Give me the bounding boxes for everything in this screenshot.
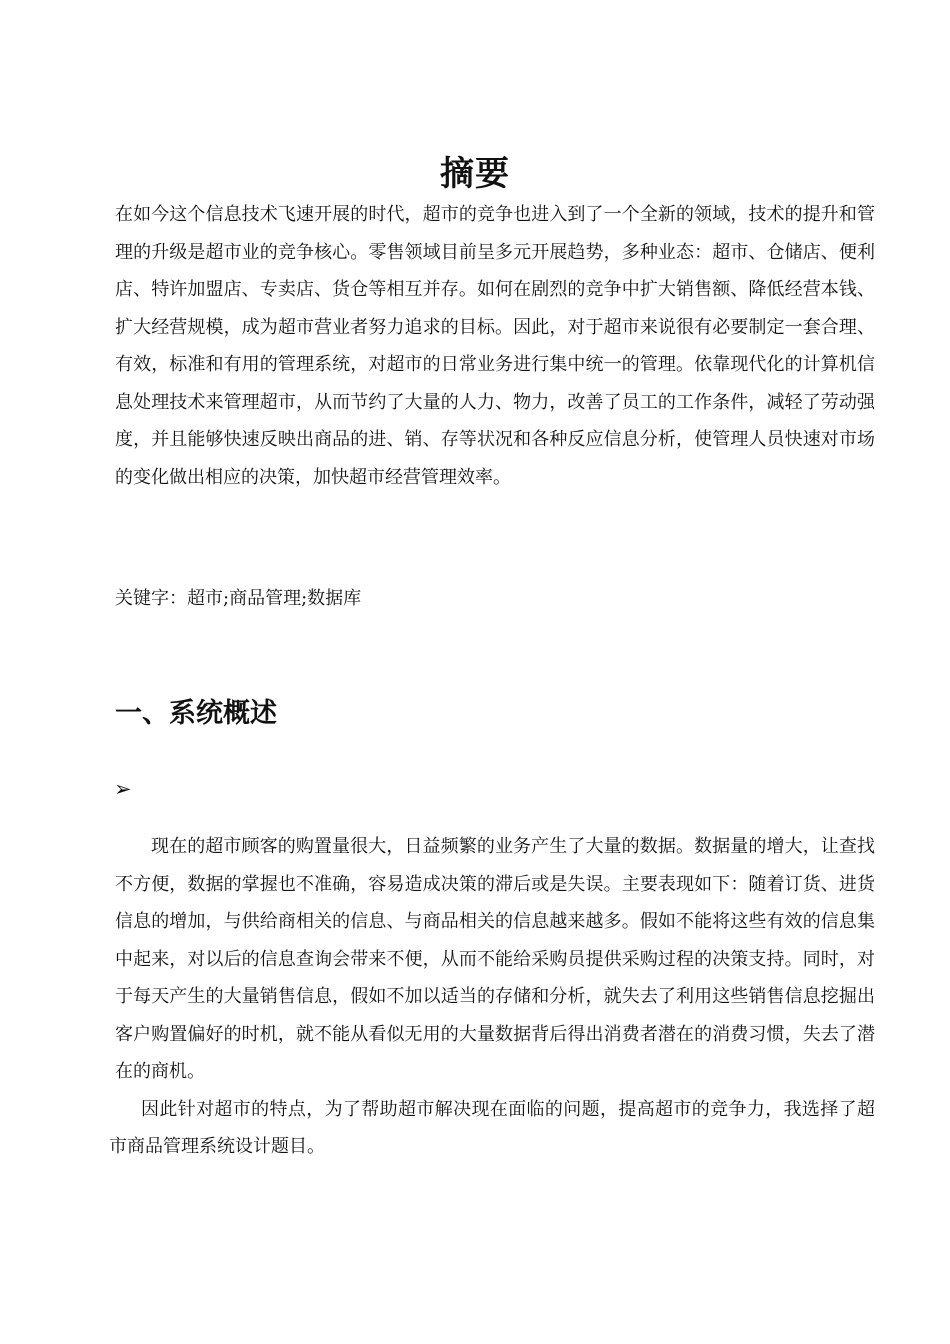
abstract-body: 在如今这个信息技术飞速开展的时代，超市的竞争也进入到了一个全新的领域，技术的提升和管理的升级是超市业的竞争核心。零售领域目前呈多元开展趋势，多种业态：超市、仓储店、便利店、特许加盟店、专卖店、货仓等相互并存。如何在剧烈的竞争中扩大销售额、降低经营本钱、扩大经营规模，成为超市营业者努力追求的目标。因此，对于超市来说很有必要制定一套合理、有效，标准和有用的管理系统，对超市的日常业务进行集中统一的管理。依靠现代化的计算机信息处理技术来管理超市，从而节约了大量的人力、物力，改善了员工的工作条件，减轻了劳动强度，并且能够快速反映出商品的进、销、存等状况和各种反应信息分析，使管理人员快速对市场的变化做出相应的决策，加快超市经营管理效率。 <box>115 204 875 488</box>
keywords-line: 关键字：超市;商品管理;数据库 <box>115 588 362 609</box>
section-heading: 一、系统概述 <box>115 698 277 729</box>
section-body <box>109 828 875 1166</box>
section-paragraph: 因此针对超市的特点，为了帮助超市解决现在面临的问题，提高超市的竞争力，我选择了超市商品管理系统设计题目。 <box>109 1098 875 1157</box>
arrow-bullet-icon: ➢ <box>114 777 132 801</box>
section-paragraph: 现在的超市顾客的购置量很大，日益频繁的业务产生了大量的数据。数据量的增大，让查找不方便，数据的掌握也不准确，容易造成决策的滞后或是失误。主要表现如下：随着订货、进货信息的增加，与供给商相关的信息、与商品相关的信息越来越多。假如不能将这些有效的信息集中起来，对以后的信息查询会带来不便，从而不能给采购员提供采购过程的决策支持。同时，对于每天产生的大量销售信息，假如不加以适当的存储和分析，就失去了利用这些销售信息挖掘出客户购置偏好的时机，就不能从看似无用的大量数据背后得出消费者潜在的消费习惯，失去了潜在的商机。 <box>115 836 875 1082</box>
abstract-title: 摘要 <box>440 153 510 194</box>
